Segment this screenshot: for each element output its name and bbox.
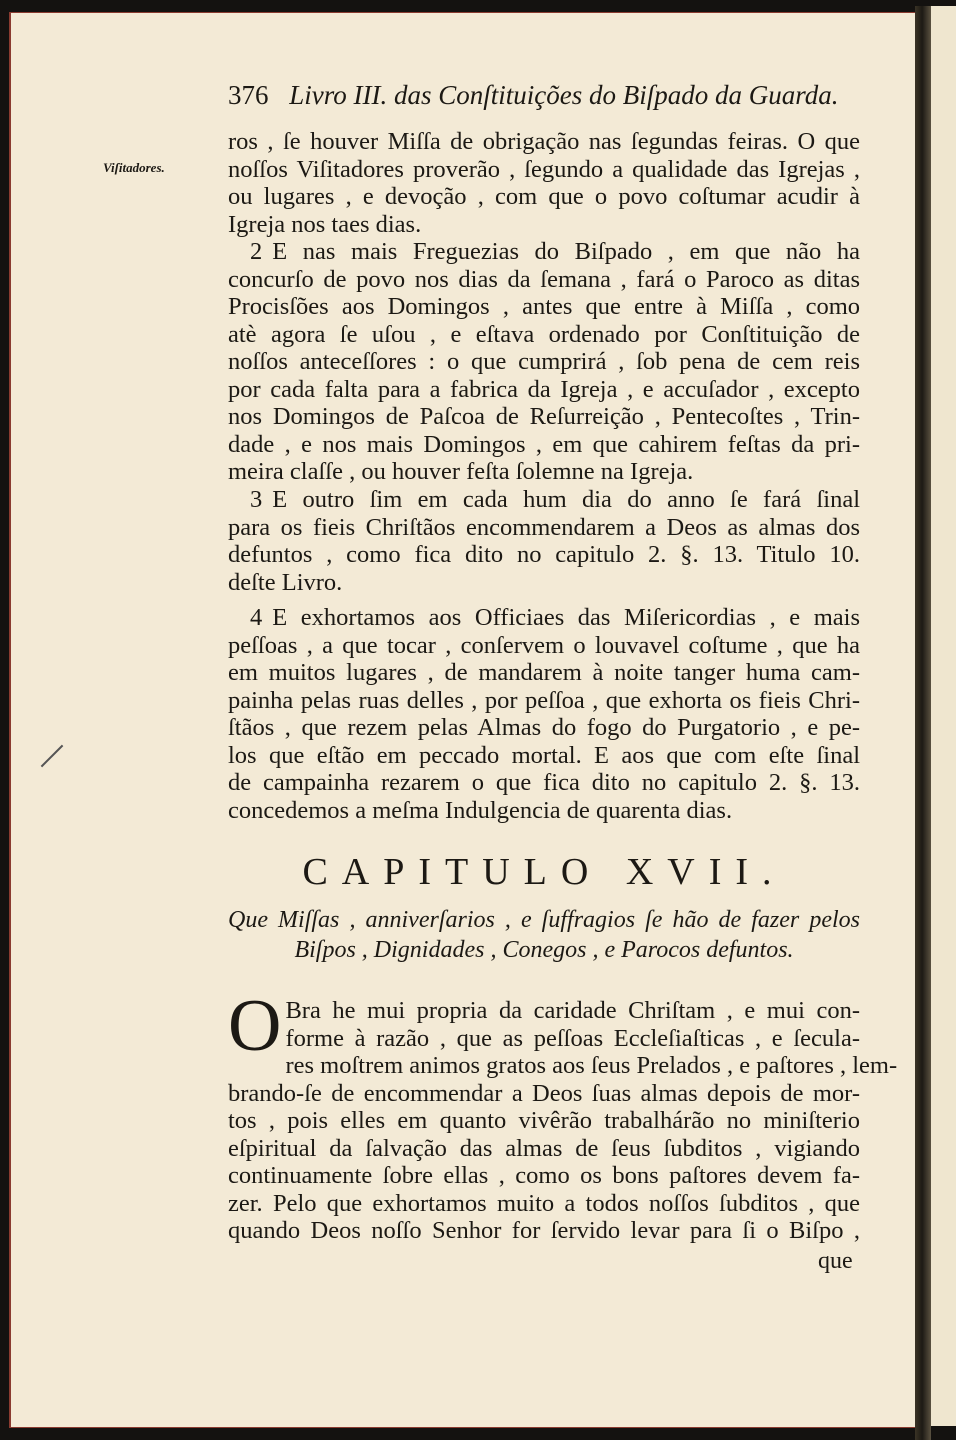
subtitle-line: Biſpos , Dignidades , Conegos , e Parocos defuntos. bbox=[294, 937, 794, 963]
text-line: de campainha rezarem o que fica dito no capitulo 2. §. 13. bbox=[228, 769, 860, 796]
text-line: em muitos lugares , de mandarem à noite tanger huma cam- bbox=[228, 659, 860, 686]
text-line: Bra he mui propria da caridade Chriſtam , e mui con- bbox=[285, 997, 860, 1024]
paragraph-number: 3 bbox=[250, 486, 263, 513]
line-text: E outro ſim em cada hum dia do anno ſe fará ſinal bbox=[272, 486, 860, 513]
text-line bbox=[228, 604, 860, 632]
section-2 bbox=[228, 238, 860, 486]
text-line: concurſo de povo nos dias da ſemana , fará o Paroco as ditas bbox=[228, 265, 860, 293]
text-line: ou lugares , e devoção , com que o povo coſtumar acudir à bbox=[228, 183, 860, 210]
paragraph-number: 4 bbox=[250, 604, 263, 631]
text-line: ros , ſe houver Miſſa de obrigação nas ſegundas feiras. O que bbox=[228, 128, 860, 155]
running-header bbox=[228, 80, 838, 111]
text-line: res moſtrem animos gratos aos ſeus Prelados , e paſtores , lem- bbox=[285, 1052, 898, 1079]
text-line: painha pelas ruas delles , por peſſoa , que exhorta os fieis Chri- bbox=[228, 686, 860, 714]
catchword: que bbox=[818, 1248, 853, 1274]
section-3 bbox=[228, 486, 860, 596]
section-4 bbox=[228, 604, 860, 824]
section-1-continuation bbox=[228, 128, 860, 238]
text-line: Procisſões aos Domingos , antes que entre à Miſſa , como bbox=[228, 293, 860, 320]
text-line: deſte Livro. bbox=[228, 568, 343, 596]
chapter-body bbox=[228, 985, 898, 1245]
line-text: E nas mais Freguezias do Biſpado , em que não ha bbox=[272, 238, 860, 265]
subtitle-line: Que Miſſas , anniverſarios , e ſuffragios ſe hão de fazer pelos bbox=[228, 907, 860, 933]
text-line: ſtãos , que rezem pelas Almas do fogo do Purgatorio , e pe- bbox=[228, 714, 860, 741]
text-line: eſpiritual da ſalvação das almas de ſeus ſubditos , vigiando bbox=[228, 1134, 860, 1162]
facing-page-edge bbox=[931, 6, 956, 1426]
text-line bbox=[228, 486, 860, 514]
text-line: defuntos , como fica dito no capitulo 2. §. 13. Titulo 10. bbox=[228, 541, 860, 568]
text-line: continuamente ſobre ellas , como os bons paſtores devem fa- bbox=[228, 1162, 860, 1189]
text-line: noſſos Viſitadores proverão , ſegundo a qualidade das Igrejas , bbox=[228, 155, 860, 183]
text-line: atè agora ſe uſou , e eſtava ordenado por Conſtituição de bbox=[228, 320, 860, 348]
text-line bbox=[228, 238, 860, 266]
text-line: noſſos anteceſſores : o que cumprirá , ſob pena de cem reis bbox=[228, 348, 860, 375]
paragraph-number: 2 bbox=[250, 238, 263, 265]
text-line: quando Deos noſſo Senhor for ſervido levar para ſi o Biſpo , bbox=[228, 1217, 860, 1244]
text-line: concedemos a meſma Indulgencia de quarenta dias. bbox=[228, 796, 733, 824]
text-line: Igreja nos taes dias. bbox=[228, 210, 422, 238]
text-line: brando-ſe de encommendar a Deos ſuas almas depois de mor- bbox=[228, 1079, 860, 1107]
text-line: meira claſſe , ou houver feſta ſolemne na Igreja. bbox=[228, 458, 694, 485]
text-line: dade , e nos mais Domingos , em que cahirem feſtas da pri- bbox=[228, 430, 860, 458]
text-line: tos , pois elles em quanto vivêrão trabalhárão no miniſterio bbox=[228, 1107, 860, 1134]
margin-note: Viſitadores. bbox=[103, 160, 165, 175]
text-line: zer. Pelo que exhortamos muito a todos noſſos ſubditos , que bbox=[228, 1189, 860, 1217]
text-line: forme à razão , que as peſſoas Eccleſiaſticas , e ſecula- bbox=[285, 1024, 860, 1052]
drop-cap: O bbox=[228, 985, 282, 1067]
running-title: Livro III. das Conſtituições do Biſpado da Guarda. bbox=[289, 80, 839, 110]
chapter-subtitle bbox=[228, 905, 860, 965]
page-number: 376 bbox=[228, 80, 269, 110]
text-line: nos Domingos de Paſcoa de Reſurreição , Pentecoſtes , Trin- bbox=[228, 403, 860, 430]
text-line: los que eſtão em peccado mortal. E aos que com eſte ſinal bbox=[228, 741, 860, 769]
chapter-title: CAPITULO XVII. bbox=[302, 851, 786, 893]
text-line: peſſoas , a que tocar , conſervem o louvavel coſtume , que ha bbox=[228, 631, 860, 659]
text-line: para os fieis Chriſtãos encommendarem a Deos as almas dos bbox=[228, 513, 860, 541]
line-text: E exhortamos aos Officiaes das Miſericordias , e mais bbox=[272, 604, 860, 631]
text-line: por cada falta para a fabrica da Igreja , e accuſador , excepto bbox=[228, 375, 860, 403]
book-gutter bbox=[915, 6, 931, 1440]
